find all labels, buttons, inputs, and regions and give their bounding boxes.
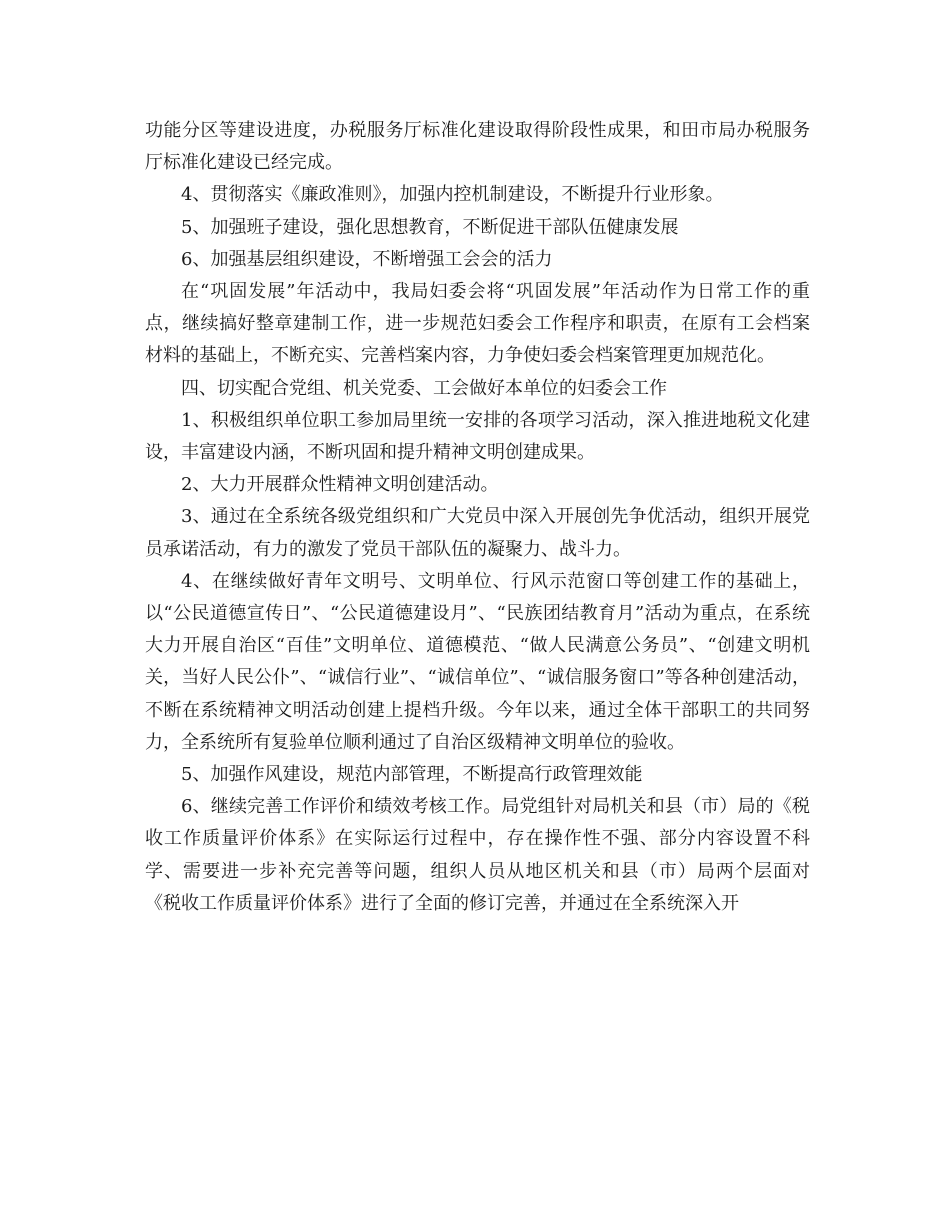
section-heading-4: 四、切实配合党组、机关党委、工会做好本单位的妇委会工作 bbox=[181, 377, 667, 399]
paragraph-7: 1、积极组织单位职工参加局里统一安排的各项学习活动，深入推进地税文化建设，丰富建设内涵，不断巩固和提升精神文明创建成果。 bbox=[145, 409, 810, 464]
paragraph-10: 4、在继续做好青年文明号、文明单位、行风示范窗口等创建工作的基础上，以“公民道德宣传日”、“公民道德建设月”、“民族团结教育月”活动为重点，在系统大力开展自治区“百佳”文明单位、道德模范、“做人民满意公务员”、“创建文明机关，当好人民公仆”、“诚信行业”、“诚信单位”、“诚信服务窗口”等各种创建活动，不断在系统精神文明活动创建上提档升级。今年以来，通过全体干部职工的共同努力，全系统所有复验单位顺利通过了自治区级精神文明单位的验收。 bbox=[145, 570, 810, 753]
paragraph-12: 6、继续完善工作评价和绩效考核工作。局党组针对局机关和县（市）局的《税收工作质量评价体系》在实际运行过程中，存在操作性不强、部分内容设置不科学、需要进一步补充完善等问题，组织人员从地区机关和县（市）局两个层面对《税收工作质量评价体系》进行了全面的修订完善，并通过在全系统深入开 bbox=[145, 796, 810, 914]
paragraph-2: 4、贯彻落实《廉政准则》，加强内控机制建设，不断提升行业形象。 bbox=[181, 184, 724, 206]
paragraph-9: 3、通过在全系统各级党组织和广大党员中深入开展创先争优活动，组织开展党员承诺活动，有力的激发了党员干部队伍的凝聚力、战斗力。 bbox=[145, 506, 810, 560]
paragraph-11: 5、加强作风建设，规范内部管理，不断提高行政管理效能 bbox=[181, 764, 643, 786]
paragraph-5: 在“巩固发展”年活动中，我局妇委会将“巩固发展”年活动作为日常工作的重点，继续搞好整章建制工作，进一步规范妇委会工作程序和职责，在原有工会档案材料的基础上，不断充实、完善档案内容，力争使妇委会档案管理更加规范化。 bbox=[145, 281, 810, 367]
paragraph-1: 功能分区等建设进度，办税服务厅标准化建设取得阶段性成果，和田市局办税服务厅标准化建设已经完成。 bbox=[145, 120, 810, 174]
paragraph-8: 2、大力开展群众性精神文明创建活动。 bbox=[181, 474, 499, 496]
document-body bbox=[145, 115, 810, 920]
paragraph-3: 5、加强班子建设，强化思想教育，不断促进干部队伍健康发展 bbox=[181, 216, 679, 238]
paragraph-4: 6、加强基层组织建设，不断增强工会会的活力 bbox=[181, 248, 553, 270]
